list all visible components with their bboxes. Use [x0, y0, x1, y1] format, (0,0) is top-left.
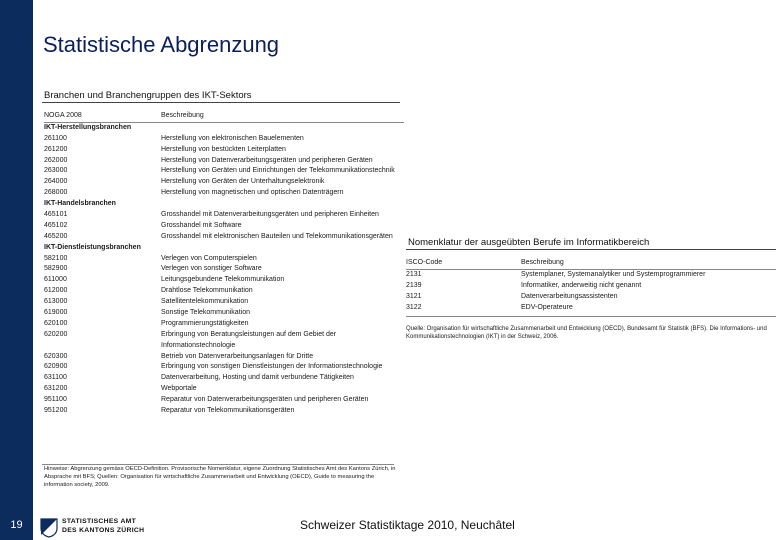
description-cell: Herstellung von magnetischen und optischen Datenträgern — [161, 189, 344, 197]
code-cell: 263000 — [44, 167, 68, 175]
code-cell: 612000 — [44, 287, 68, 295]
description-cell: EDV-Operateure — [521, 303, 573, 311]
logo-line2: DES KANTONS ZÜRICH — [62, 527, 145, 534]
code-cell: 264000 — [44, 178, 68, 186]
description-cell: Verlegen von sonstiger Software — [161, 265, 262, 273]
code-cell: 619000 — [44, 309, 68, 317]
description-cell: Erbringung von Beratungsleistungen auf dem Gebiet der — [161, 330, 337, 338]
code-cell: 465102 — [44, 221, 68, 229]
code-cell: 613000 — [44, 298, 68, 306]
table-group-row — [44, 123, 404, 134]
description-cell: Herstellung von elektronischen Bauelementen — [161, 134, 304, 142]
description-cell: Informationstechnologie — [161, 341, 236, 349]
table-row — [44, 264, 404, 275]
description-cell: Grosshandel mit elektronischen Bauteilen und Telekommunikationsgeräten — [161, 232, 393, 240]
code-cell: 2131 — [406, 270, 422, 278]
group-label: IKT-Herstellungsbranchen — [44, 123, 132, 131]
table-row — [44, 406, 404, 417]
code-cell: 582900 — [44, 265, 68, 273]
code-cell: 620900 — [44, 363, 68, 371]
code-cell: 465101 — [44, 211, 68, 219]
table-row — [406, 270, 776, 281]
description-cell: Satellitentelekommunikation — [161, 298, 249, 306]
table-row — [406, 303, 776, 314]
logo-line1: STATISTISCHES AMT — [62, 518, 137, 525]
table2-col-code-header: ISCO-Code — [406, 259, 443, 266]
description-cell: Systemplaner, Systemanalytiker und Systemprogrammierer — [521, 270, 706, 278]
table-row — [44, 373, 404, 384]
table2-caption: Nomenklatur der ausgeübten Berufe im Informatikbereich — [408, 237, 650, 248]
code-cell: 465200 — [44, 232, 68, 240]
ict-sector-table — [44, 111, 404, 417]
table-row — [406, 281, 776, 292]
code-cell: 631200 — [44, 385, 68, 393]
table-row — [44, 254, 404, 265]
description-cell: Erbringung von sonstigen Dienstleistungen der Informationstechnologie — [161, 363, 383, 371]
description-cell: Programmierungstätigkeiten — [161, 319, 249, 327]
table-row — [44, 362, 404, 373]
table-row — [44, 156, 404, 167]
table1-col-code-header: NOGA 2008 — [44, 112, 82, 119]
table-row — [44, 330, 404, 341]
isco-occupation-table — [406, 258, 776, 313]
code-cell: 611000 — [44, 276, 67, 284]
footer-text: Schweizer Statistiktage 2010, Neuchâtel — [300, 518, 515, 532]
description-cell: Leitungsgebundene Telekommunikation — [161, 276, 285, 284]
table-row — [44, 210, 404, 221]
slide-title: Statistische Abgrenzung — [43, 32, 280, 57]
description-cell: Herstellung von Datenverarbeitungsgeräten und peripheren Geräten — [161, 156, 373, 164]
description-cell: Betrieb von Datenverarbeitungsanlagen für Dritte — [161, 352, 314, 360]
code-cell: 620300 — [44, 352, 68, 360]
table2-col-desc-header: Beschreibung — [521, 259, 564, 266]
table-group-row — [44, 243, 404, 254]
table2-caption-rule — [406, 249, 776, 250]
code-cell: 261100 — [44, 134, 67, 142]
code-cell: 3122 — [406, 303, 422, 311]
table-row — [44, 352, 404, 363]
table-row — [44, 134, 404, 145]
table-row — [44, 177, 404, 188]
code-cell: 2139 — [406, 281, 422, 289]
description-cell: Herstellung von Geräten und Einrichtungen der Telekommunikationstechnik — [161, 167, 395, 175]
code-cell: 620200 — [44, 330, 68, 338]
description-cell: Reparatur von Telekommunikationsgeräten — [161, 407, 295, 415]
code-cell: 582100 — [44, 254, 68, 262]
code-cell: 620100 — [44, 319, 68, 327]
table-row — [406, 292, 776, 303]
table-row — [44, 286, 404, 297]
table-row — [44, 145, 404, 156]
page-number: 19 — [10, 519, 23, 531]
table1-note-rule — [42, 464, 394, 465]
table2-note-rule — [406, 316, 776, 317]
table2-note: Quelle: Organisation für wirtschaftliche Zusammenarbeit und Entwicklung (OECD), Bundesamt für Statistik (BFS). Die Informations- und Kommunikationstechnologien (IKT) in der Schweiz, 2006. — [406, 326, 767, 340]
description-cell: Verlegen von Computerspielen — [161, 254, 257, 262]
left-sidebar-bar — [0, 0, 33, 540]
table1-caption-rule — [42, 102, 400, 103]
table-row — [44, 319, 404, 330]
group-label: IKT-Dienstleistungsbranchen — [44, 243, 141, 251]
code-cell: 3121 — [406, 292, 422, 300]
table-row — [44, 232, 404, 243]
table-row — [44, 275, 404, 286]
code-cell: 951200 — [44, 407, 68, 415]
table-row — [44, 308, 404, 319]
description-cell: Herstellung von bestückten Leiterplatten — [161, 145, 286, 153]
code-cell: 262000 — [44, 156, 68, 164]
group-label: IKT-Handelsbranchen — [44, 200, 116, 208]
table1-header-row — [44, 111, 404, 123]
table2-header-row — [406, 258, 776, 270]
code-cell: 631100 — [44, 374, 67, 382]
table-row — [44, 297, 404, 308]
description-cell: Informatiker, anderweitig nicht genannt — [521, 281, 642, 289]
code-cell: 951100 — [44, 396, 67, 404]
table-row — [44, 166, 404, 177]
description-cell: Reparatur von Datenverarbeitungsgeräten und peripheren Geräten — [161, 396, 369, 404]
table-row — [44, 395, 404, 406]
description-cell: Drahtlose Telekommunikation — [161, 287, 253, 295]
description-cell: Datenverarbeitungsassistenten — [521, 292, 618, 300]
table-row — [44, 188, 404, 199]
table-row — [44, 221, 404, 232]
table1-col-desc-header: Beschreibung — [161, 112, 204, 119]
table-group-row — [44, 199, 404, 210]
description-cell: Grosshandel mit Software — [161, 221, 242, 229]
table1-note: Hinweise: Abgrenzung gemäss OECD-Definition. Provisorische Nomenklatur, eigene Zuordnung Statistisches Amt des Kantons Zürich, in Absprache mit BFS; Quellen: Organisation für wirtschaftliche Zusammenarbeit und Entwicklung (OECD), Guide to measuring the information society, 2009. — [44, 466, 396, 488]
description-cell: Webportale — [161, 385, 197, 393]
table-row — [44, 384, 404, 395]
description-cell: Datenverarbeitung, Hosting und damit verbundene Tätigkeiten — [161, 374, 354, 382]
logo-text — [62, 517, 144, 535]
description-cell: Sonstige Telekommunikation — [161, 309, 250, 317]
description-cell: Grosshandel mit Datenverarbeitungsgeräten und peripheren Einheiten — [161, 211, 379, 219]
code-cell: 268000 — [44, 189, 68, 197]
description-cell: Herstellung von Geräten der Unterhaltungselektronik — [161, 178, 325, 186]
table-row — [44, 341, 404, 352]
code-cell: 261200 — [44, 145, 68, 153]
table1-caption: Branchen und Branchengruppen des IKT-Sektors — [44, 90, 252, 101]
